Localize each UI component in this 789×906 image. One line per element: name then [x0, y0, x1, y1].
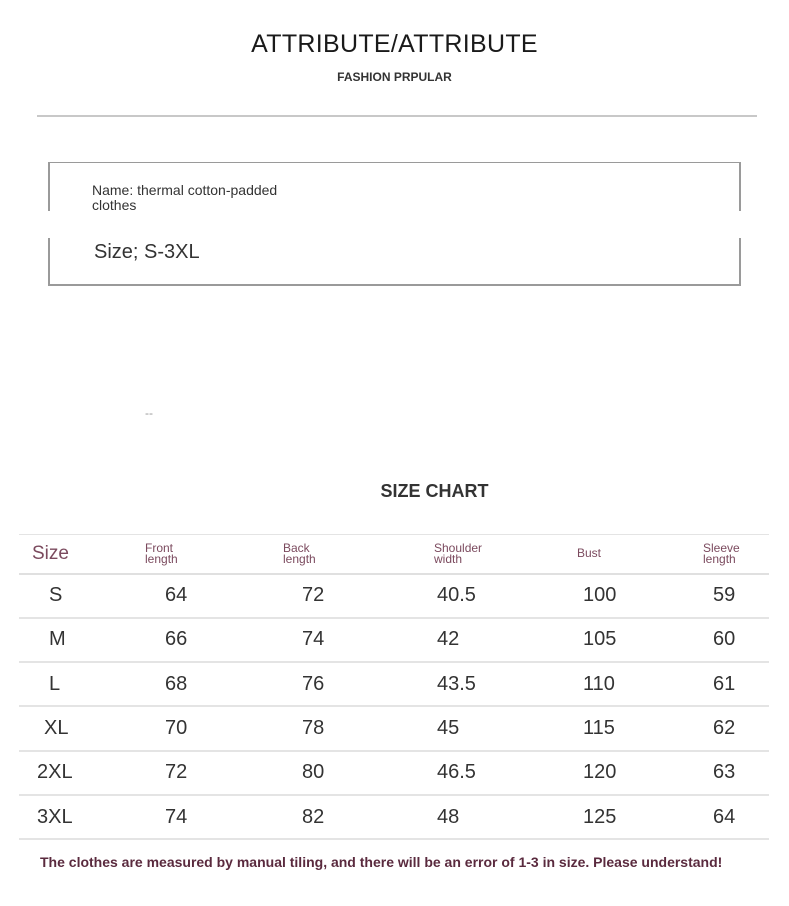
cell-bust: 100 — [583, 584, 617, 607]
cell-back-length: 74 — [302, 628, 325, 651]
header-sleeve-length: Sleeve length — [703, 540, 740, 566]
header-bust: Bust — [577, 546, 602, 561]
cell-sleeve-length: 60 — [713, 628, 736, 651]
cell-size: 3XL — [37, 805, 73, 828]
product-size-range: Size; S-3XL — [94, 241, 200, 263]
cell-back-length: 78 — [302, 717, 325, 740]
header-size: Size — [32, 543, 69, 565]
cell-back-length: 72 — [302, 584, 325, 607]
cell-back-length: 76 — [302, 672, 325, 695]
cell-shoulder-width: 43.5 — [437, 672, 476, 695]
cell-shoulder-width: 40.5 — [437, 584, 476, 607]
box-border-right-lower — [739, 238, 741, 286]
cell-shoulder-width: 48 — [437, 805, 460, 828]
cell-size: 2XL — [37, 761, 73, 784]
product-name: Name: thermal cotton-padded clothes — [92, 182, 278, 213]
cell-front-length: 66 — [165, 628, 188, 651]
page-title: ATTRIBUTE/ATTRIBUTE — [251, 30, 538, 58]
box-border-bottom — [48, 284, 741, 286]
cell-bust: 120 — [583, 761, 617, 784]
cell-bust: 105 — [583, 628, 617, 651]
cell-back-length: 80 — [302, 761, 325, 784]
table-row — [19, 706, 769, 750]
size-chart-header-row — [19, 535, 769, 574]
box-border-left-lower — [48, 238, 50, 286]
cell-sleeve-length: 61 — [713, 672, 736, 695]
header-shoulder-width: Shoulder width — [434, 540, 483, 566]
header-front-length: Front length — [145, 540, 178, 566]
table-row — [19, 662, 769, 706]
cell-front-length: 72 — [165, 761, 188, 784]
cell-shoulder-width: 46.5 — [437, 761, 476, 784]
divider — [37, 115, 757, 117]
table-row — [19, 751, 769, 795]
measurement-note: The clothes are measured by manual tiling, and there will be an error of 1-3 in size. Please understand! — [40, 854, 723, 870]
table-row — [19, 795, 769, 839]
size-chart-table — [19, 534, 769, 840]
cell-shoulder-width: 42 — [437, 628, 460, 651]
box-border-left-upper — [48, 162, 50, 211]
cell-sleeve-length: 62 — [713, 717, 736, 740]
cell-bust: 110 — [583, 672, 615, 695]
page-subtitle: FASHION PRPULAR — [337, 70, 452, 84]
cell-back-length: 82 — [302, 805, 325, 828]
cell-size: L — [49, 672, 61, 695]
cell-shoulder-width: 45 — [437, 717, 460, 740]
cell-front-length: 64 — [165, 584, 188, 607]
cell-size: M — [49, 628, 66, 651]
box-border-right-upper — [739, 162, 741, 211]
box-border-top — [48, 162, 741, 163]
cell-size: S — [49, 584, 63, 607]
cell-sleeve-length: 63 — [713, 761, 736, 784]
cell-front-length: 68 — [165, 672, 188, 695]
cell-bust: 125 — [583, 805, 617, 828]
cell-bust: 115 — [583, 717, 615, 740]
cell-size: XL — [44, 717, 69, 740]
table-row — [19, 618, 769, 662]
header-back-length: Back length — [283, 540, 316, 566]
cell-sleeve-length: 59 — [713, 584, 736, 607]
decorative-dash: -- — [145, 406, 153, 420]
size-chart-title: SIZE CHART — [380, 481, 489, 501]
cell-sleeve-length: 64 — [713, 805, 736, 828]
table-row — [19, 574, 769, 618]
cell-front-length: 70 — [165, 717, 188, 740]
cell-front-length: 74 — [165, 805, 188, 828]
